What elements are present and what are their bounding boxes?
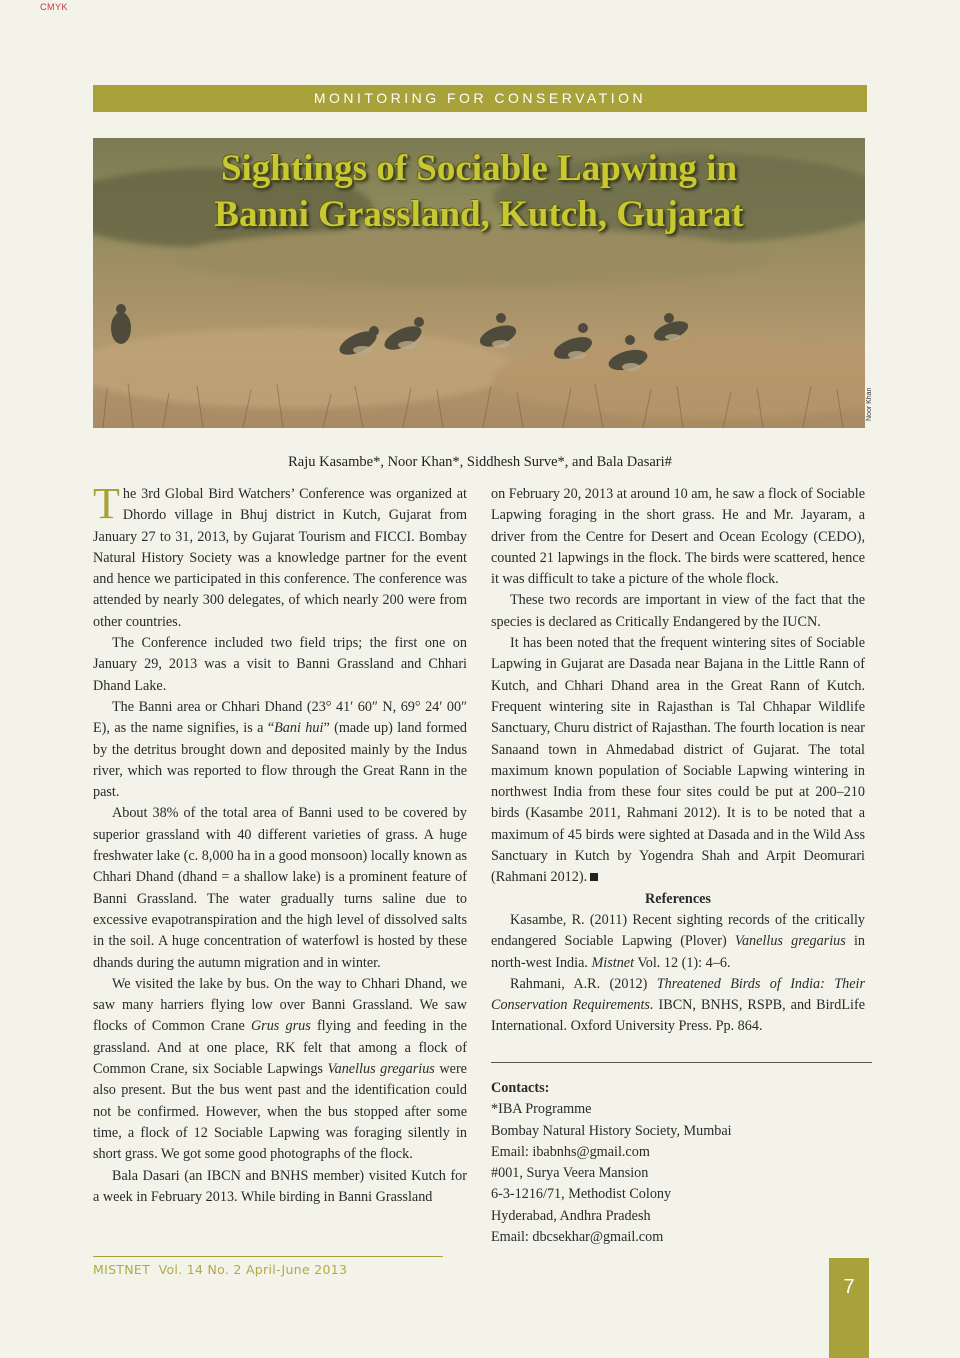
- references-divider: [491, 1062, 872, 1063]
- species-vanellus: Vanellus gregarius: [327, 1061, 435, 1078]
- contact-line: Hyderabad, Andhra Pradesh: [491, 1207, 651, 1224]
- banni-italic: Bani hui: [274, 720, 324, 737]
- title-line-1: Sightings of Sociable Lapwing in: [220, 148, 738, 189]
- paragraph-field-trips: The Conference included two field trips; the first one on January 29, 2013 was a visit to Banni Grassland and Chhari Dhand Lake.: [93, 635, 467, 694]
- paragraph-bala-dasari: Bala Dasari (an IBCN and BNHS member) visited Kutch for a week in February 2013. While birding in Banni Grassland: [93, 1167, 467, 1205]
- ref2-text-b: IBCN, BNHS, RSPB, and BirdLife International. Oxford University Press. Pp. 864.: [491, 997, 865, 1035]
- paragraph-february-sighting: on February 20, 2013 at around 10 am, he saw a flock of Sociable Lapwing foraging in the short grass. He and Mr. Jayaram, a driver from the Centre for Desert and Ocean Ecology (CEDO), counted 21 lapwings in the flock. The birds were scattered, hence it was difficult to take a picture of the whole flock.: [491, 486, 865, 588]
- bus-text-c: were also present. But the bus went past and the identification could not be confirmed. However, when the bus stopped after some time, a flock of 12 Sociable Lapwing was foraging silently in short grass. We got some good photographs of the flock.: [93, 1061, 467, 1163]
- drop-cap: T: [93, 479, 120, 528]
- paragraph-wintering-sites: [491, 633, 865, 889]
- print-color-marks: CMYK: [40, 2, 69, 12]
- contact-line: Bombay Natural History Society, Mumbai: [491, 1122, 732, 1139]
- intro-text: he 3rd Global Bird Watchers’ Conference was organized at Dhordo village in Bhuj district in Kutch, Gujarat from January 27 to 31, 2013, by Gujarat Tourism and FICCI. Bombay Natural History Society was a knowledge partner for the event and hence we participated in this conference. The conference was attended by nearly 300 delegates, of which nearly 200 were from other countries.: [93, 486, 467, 630]
- contact-email-link[interactable]: Email: dbcsekhar@gmail.com: [491, 1229, 664, 1246]
- species-grus: Grus grus: [250, 1018, 311, 1035]
- contact-line: #001, Surya Veera Mansion: [491, 1165, 649, 1182]
- reference-kasambe: [491, 910, 865, 974]
- footer-journal-info: MISTNET Vol. 14 No. 2 April-June 2013: [93, 1262, 348, 1277]
- end-of-article-mark: [590, 873, 598, 881]
- contacts-block: [491, 1078, 865, 1248]
- right-column: [491, 484, 865, 1038]
- banni-text-b: ” (made up) land formed by the detritus brought down and deposited mainly by the Indus river, which was reported to flow through the Great Rann in the past.: [93, 720, 467, 801]
- bus-text-b: flying and feeding in the grassland. And at one place, RK felt that among a flock of Common Crane, six Sociable Lapwings: [93, 1018, 467, 1078]
- lapwing-photo: [93, 138, 865, 428]
- ref1-species: Vanellus gregarius: [734, 933, 846, 950]
- authors-line: Raju Kasambe*, Noor Khan*, Siddhesh Surve*, and Bala Dasari#: [288, 454, 672, 470]
- bus-text-a: We visited the lake by bus. On the way to Chhari Dhand, we saw many harriers flying low over Banni Grassland. We saw flocks of Common Crane: [93, 975, 467, 1035]
- ref1-journal: Mistnet: [591, 954, 635, 971]
- footer-divider: [93, 1256, 443, 1257]
- wintering-text: It has been noted that the frequent wintering sites of Sociable Lapwing in Gujarat are Dasada near Bajana in the Little Rann of Kutch, and Chhari Dhand area in the Great Rann of Kutch. Frequent wintering site in Rajasthan is Tal Chhapar Wildlife Sanctuary, Churu district of Rajasthan. The fourth location is near Sanaand town in Ahmedabad district of Gujarat. The total maximum known population of Sociable Lapwing wintering in northwest India from these four sites could be put at 200–210 birds (Kasambe 2011, Rahmani 2012). It is to be noted that a maximum of 45 birds were sighted at Dasada and in the Wild Ass Sanctuary in Kutch by Yogendra Shah and Arpit Deomurari (Rahmani 2012).: [491, 635, 865, 886]
- paragraph-intro: [93, 479, 467, 633]
- contacts-label: Contacts:: [491, 1080, 550, 1096]
- ref2-text-a: Rahmani, A.R. (2012): [510, 975, 657, 992]
- banni-text-a: The Banni area or Chhari Dhand (23° 41′ 60″ N, 69° 24′ 00″ E), as the name signifies, is a “: [93, 698, 467, 737]
- article-title: [93, 146, 865, 238]
- contact-line: 6-3-1216/71, Methodist Colony: [491, 1186, 672, 1203]
- page-number: 7: [829, 1258, 869, 1358]
- contact-line: *IBA Programme: [491, 1101, 592, 1118]
- ref1-text-a: Kasambe, R. (2011) Recent sighting records of the critically endangered Sociable Lapwing (Plover): [491, 911, 865, 950]
- ref1-text-b: in north-west India.: [491, 933, 865, 971]
- reference-rahmani: [491, 974, 865, 1038]
- paragraph-grassland: About 38% of the total area of Banni used to be covered by superior grassland with 40 different varieties of grass. A huge freshwater lake (c. 8,000 ha in a good monsoon) locally known as Chhari Dhand (dhand = a shallow lake) is a prominent feature of Banni Grassland. The water gradually turns saline due to excessive evapotranspiration and the high level of dissolved salts in the soil. A huge concentration of waterfowl is hosted by these dhands during the autumn migration and in winter.: [93, 805, 467, 971]
- title-line-2: Banni Grassland, Kutch, Gujarat: [214, 194, 744, 235]
- paragraph-banni-area: [93, 697, 467, 803]
- ref2-book-title: Threatened Birds of India: Their Conservation Requirements.: [491, 975, 865, 1014]
- paragraph-records-importance: These two records are important in view of the fact that the species is declared as Critically Endangered by the IUCN.: [491, 592, 865, 630]
- ref1-text-c: Vol. 12 (1): 4–6.: [634, 954, 731, 971]
- paragraph-bus-visit: [93, 974, 467, 1166]
- section-banner: MONITORING FOR CONSERVATION: [93, 85, 867, 112]
- contact-email-link[interactable]: Email: ibabnhs@gmail.com: [491, 1143, 650, 1160]
- references-heading: References: [645, 890, 711, 907]
- photo-credit: Noor Khan: [866, 387, 873, 421]
- left-column: [93, 479, 467, 1208]
